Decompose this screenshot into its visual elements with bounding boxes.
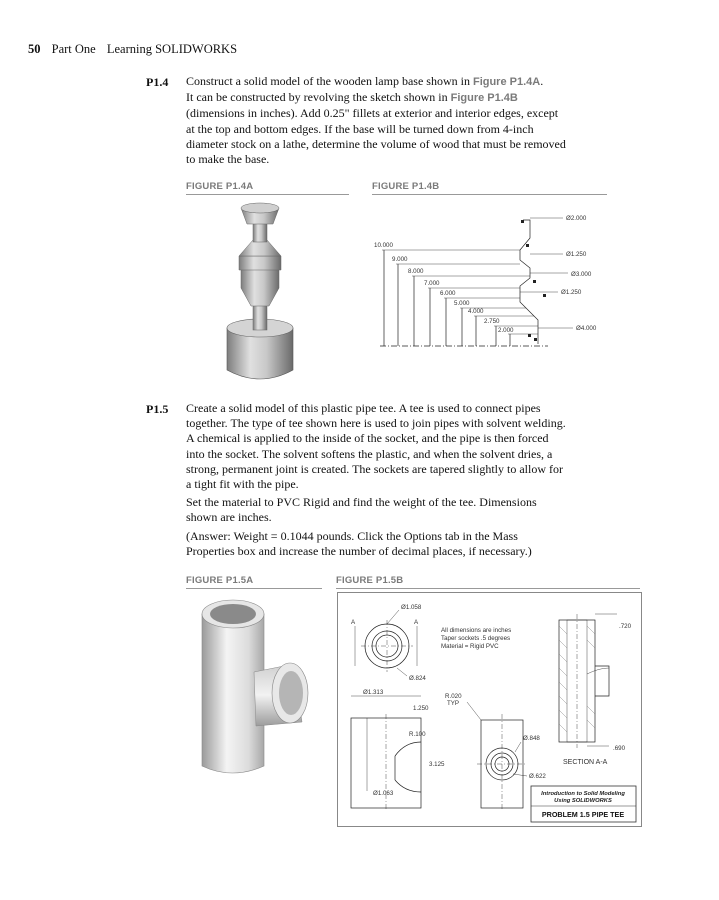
dim-r020: R.020 [445,693,462,700]
dim-r100: R.100 [409,731,426,738]
problem-number-p15: P1.5 [146,402,169,416]
p15-line5: strong, permanent joint is created. The sockets are tapered slightly to allow for [186,461,563,476]
section-label: SECTION A-A [563,759,608,766]
running-header [28,42,237,57]
title-block-line2: Using SOLIDWORKS [554,798,612,804]
drawing-note-3: Material = Rigid PVC [441,643,499,650]
dim-dia-4000: Ø4.000 [576,325,597,332]
pipe-tee-render [194,594,314,784]
dim-dia-622: Ø.622 [529,773,546,780]
title-block-line1: Introduction to Solid Modeling [541,791,625,797]
p14-line3: (dimensions in inches). Add 0.25" fillets at exterior and interior edges, except [186,106,559,121]
p15-line3: A chemical is applied to the inside of the socket, and the pipe is then forced [186,431,549,446]
dim-dia-3000: Ø3.000 [571,271,592,278]
dim-6000: 6.000 [440,290,456,297]
dim-8000: 8.000 [408,268,424,275]
dim-dia-848: Ø.848 [523,735,540,742]
drawing-note-2: Taper sockets .5 degrees [441,635,511,642]
problem-p15-text [186,401,616,559]
lamp-base-sketch [368,198,613,358]
drawing-note-1: All dimensions are inches [441,627,512,634]
p14-line2-pre: It can be constructed by revolving the sketch shown in [186,90,451,105]
dim-5000: 5.000 [454,300,470,307]
p15-line6: a tight fit with the pipe. [186,477,299,492]
dim-dia-1313: Ø1.313 [363,689,384,696]
p15-line9: (Answer: Weight = 0.1044 pounds. Click the Options tab in the Mass [186,528,518,543]
pipe-tee-drawing [337,596,640,825]
dim-dia-1058: Ø1.058 [401,604,422,611]
problem-p14-text [186,74,616,167]
dim-dia-2000: Ø2.000 [566,215,587,222]
dim-7000: 7.000 [424,280,440,287]
p15-line1: Create a solid model of this plastic pipe tee. A tee is used to connect pipes [186,401,541,415]
figure-label-p14a: FIGURE P1.4A [186,181,349,195]
problem-number-p14: P1.4 [146,75,169,89]
dim-dia-1250-lower: Ø1.250 [561,289,582,296]
dim-690: .690 [613,745,626,752]
title-block-problem: PROBLEM 1.5 PIPE TEE [541,810,625,819]
lamp-base-render [215,198,305,388]
figure-ref-p14a: Figure P1.4A [472,76,541,88]
p15-line10: Properties box and increase the number of decimal places, if necessary.) [186,543,532,558]
figure-label-p14b: FIGURE P1.4B [372,181,607,195]
dim-typ: TYP [447,700,460,707]
book-title: Learning SOLIDWORKS [106,42,238,56]
page-number: 50 [28,42,41,56]
p14-line6: to make the base. [186,152,270,167]
figure-ref-p14b: Figure P1.4B [450,92,518,105]
part-label: Part One [51,42,96,56]
dim-10000: 10.000 [374,242,393,249]
dim-2000: 2.000 [498,327,514,334]
p14-line5: diameter stock on a lathe, determine the volume of wood that must be removed [186,136,566,151]
dim-dia-1250-upper: Ø1.250 [566,251,587,258]
p15-line7: Set the material to PVC Rigid and find the weight of the tee. Dimensions [186,495,537,510]
p15-line8: shown are inches. [186,510,272,525]
dim-720: .720 [619,623,632,630]
p15-line4: into the socket. The solvent softens the plastic, and when the solvent dries, a [186,446,553,461]
section-mark-a-right: A [414,619,419,626]
section-mark-a-left: A [351,619,356,626]
dim-1250: 1.250 [413,705,429,712]
dim-9000: 9.000 [392,256,408,263]
dim-3125: 3.125 [429,761,445,768]
dim-2750: 2.750 [484,318,500,325]
dim-4000: 4.000 [468,308,484,315]
figure-label-p15a: FIGURE P1.5A [186,575,322,589]
p14-line4: at the top and bottom edges. If the base will be turned down from 4-inch [186,121,534,136]
dim-dia-824: Ø.824 [409,675,426,682]
p14-line1-pre: Construct a solid model of the wooden lamp base shown in [186,74,473,88]
figure-label-p15b: FIGURE P1.5B [336,575,640,589]
dim-dia-1063: Ø1.063 [373,790,394,797]
p15-line2: together. The type of tee shown here is used to join pipes with solvent welding. [186,416,566,431]
p14-line1-post: . [540,74,544,88]
